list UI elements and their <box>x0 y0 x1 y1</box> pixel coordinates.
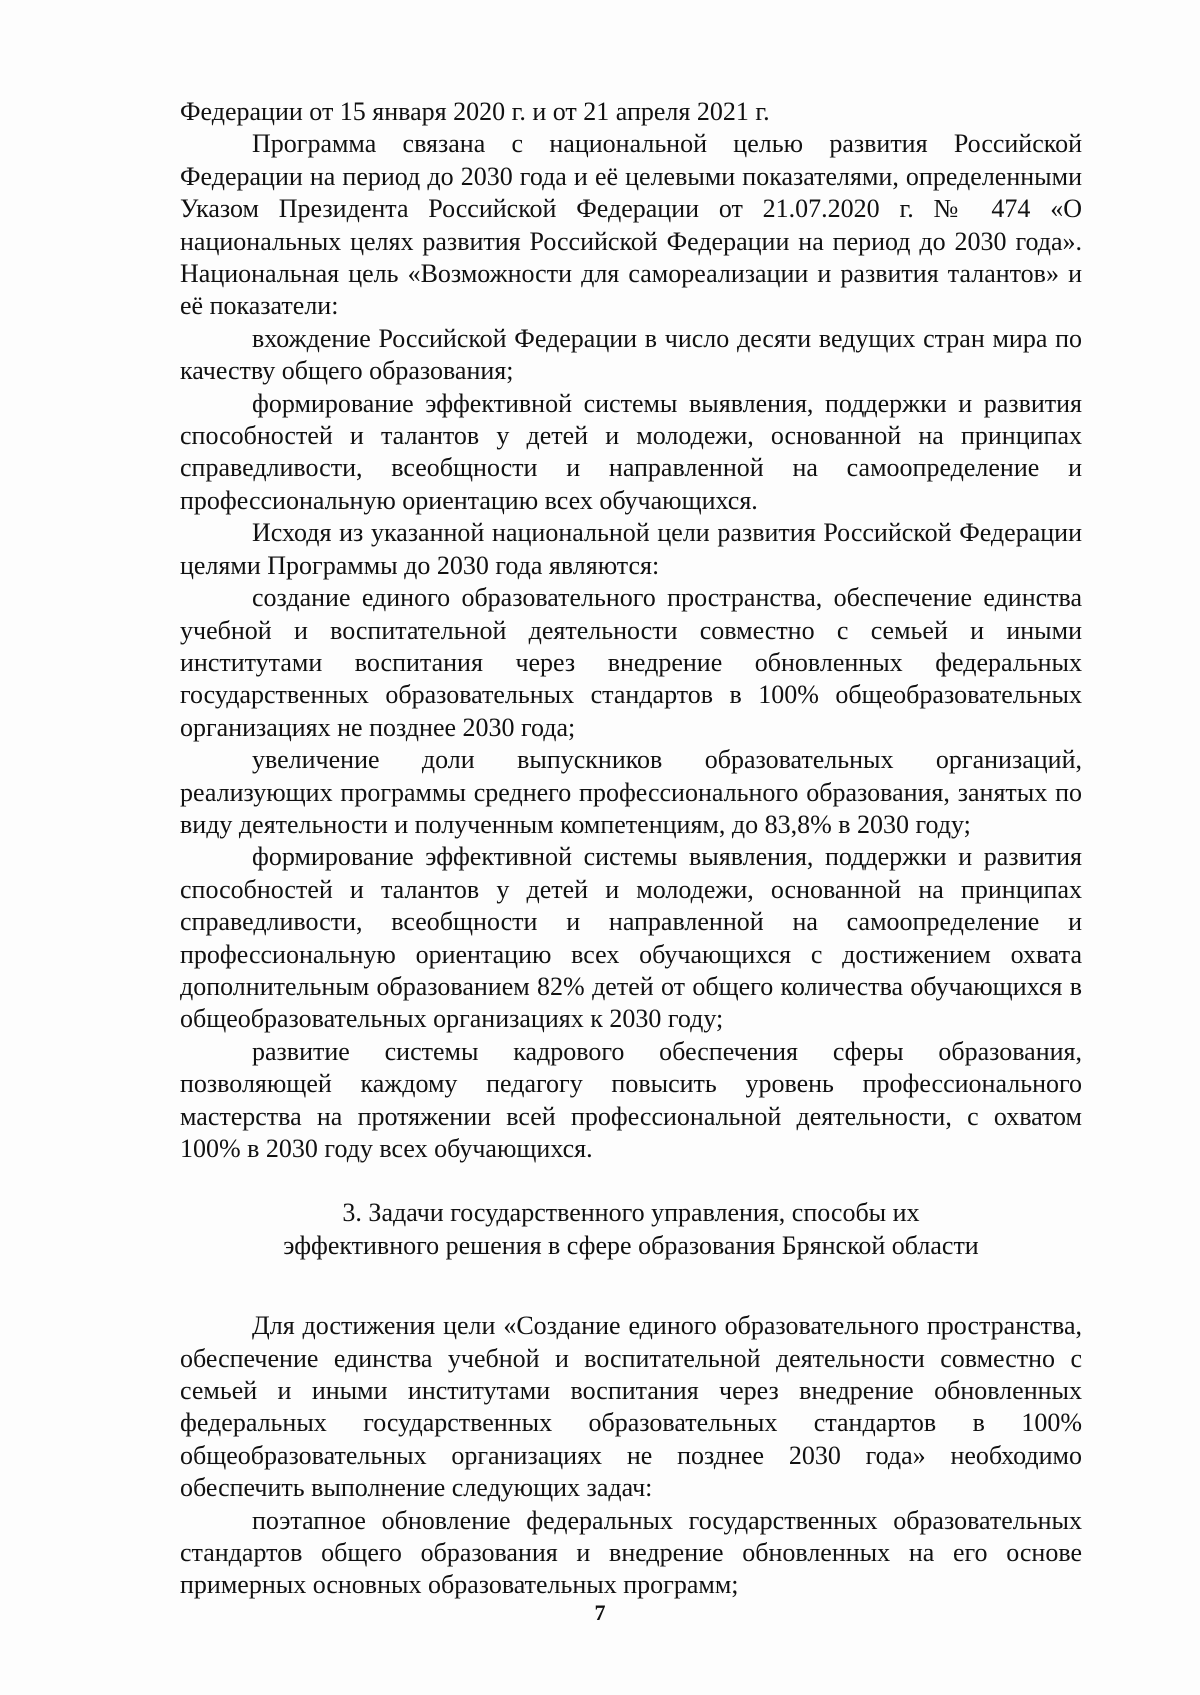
paragraph: Для достижения цели «Создание единого образовательного пространства, обеспечение единства учебной и воспитательной деятельности совместно с семьей и иными институтами воспитания через внедрение обновленных федеральных государственных образовательных стандартов в 100% общеобразовательных организациях не позднее 2030 года» необходимо обеспечить выполнение следующих задач: <box>180 1311 1082 1503</box>
paragraph: увеличение доли выпускников образовательных организаций, реализующих программы среднего профессионального образования, занятых по виду деятельности и полученным компетенциям, до 83,8% в 2030 году; <box>180 745 1082 839</box>
paragraph: вхождение Российской Федерации в число десяти ведущих стран мира по качеству общего образования; <box>180 323 1082 386</box>
section-heading-line-2: эффективного решения в сфере образования Брянской области <box>283 1230 979 1260</box>
document-body <box>180 96 1082 1602</box>
paragraph: развитие системы кадрового обеспечения сферы образования, позволяющей каждому педагогу повысить уровень профессионального мастерства на протяжении всей профессиональной деятельности, с охватом 100% в 2030 году всех обучающихся. <box>180 1036 1082 1163</box>
paragraph: формирование эффективной системы выявления, поддержки и развития способностей и талантов у детей и молодежи, основанной на принципах справедливости, всеобщности и направленной на самоопределение и профессиональную ориентацию всех обучающихся. <box>180 388 1082 515</box>
section-heading <box>180 1197 1082 1262</box>
paragraph: формирование эффективной системы выявления, поддержки и развития способностей и талантов у детей и молодежи, основанной на принципах справедливости, всеобщности и направленной на самоопределение и профессиональную ориентацию всех обучающихся с достижением охвата дополнительным образованием 82% детей от общего количества обучающихся в общеобразовательных организациях к 2030 году; <box>180 842 1082 1034</box>
paragraph: Исходя из указанной национальной цели развития Российской Федерации целями Программы до 2030 года являются: <box>180 518 1082 580</box>
page-number: 7 <box>594 1600 606 1625</box>
paragraph: Федерации от 15 января 2020 г. и от 21 апреля 2021 г. <box>180 97 770 126</box>
paragraph: поэтапное обновление федеральных государственных образовательных стандартов общего образования и внедрение обновленных на его основе примерных основных образовательных программ; <box>180 1505 1082 1600</box>
paragraph: Программа связана с национальной целью развития Российской Федерации на период до 2030 года и её целевыми показателями, определенными Указом Президента Российской Федерации от 21.07.2020 г. № 474 «О национальных целях развития Российской Федерации на период до 2030 года». Национальная цель «Возможности для самореализации и развития талантов» и её показатели: <box>180 129 1082 321</box>
paragraph: создание единого образовательного пространства, обеспечение единства учебной и воспитательной деятельности совместно с семьей и иными институтами воспитания через внедрение обновленных федеральных государственных образовательных стандартов в 100% общеобразовательных организациях не позднее 2030 года; <box>180 583 1082 742</box>
section-heading-line-1: 3. Задачи государственного управления, способы их <box>342 1198 920 1228</box>
